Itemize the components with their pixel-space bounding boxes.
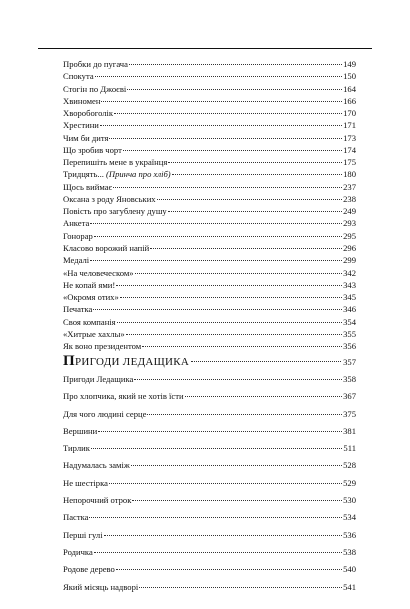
dot-leader — [93, 308, 342, 310]
toc-entry — [63, 544, 356, 561]
entry-title-text: Перші гулі — [63, 529, 103, 540]
entry-title-text: Вершини — [63, 425, 98, 436]
entry-page: 238 — [343, 193, 356, 204]
entry-title-text: «Окромя отих» — [63, 292, 119, 303]
entry-page: 528 — [343, 460, 356, 471]
toc-entry — [63, 475, 356, 492]
dot-leader — [168, 210, 342, 212]
entry-title — [63, 440, 90, 457]
entry-title-text: Непорочний отрок — [63, 495, 132, 506]
entry-page: 541 — [343, 581, 356, 592]
top-rule — [38, 48, 372, 49]
dot-leader — [191, 360, 341, 362]
dot-leader — [150, 247, 342, 249]
entry-page: 150 — [343, 71, 356, 82]
entry-page: 170 — [343, 108, 356, 119]
entry-title-text: Щось виймає — [63, 181, 113, 192]
entry-page: 237 — [343, 181, 356, 192]
toc-entry — [63, 181, 356, 193]
entry-page: 529 — [343, 477, 356, 488]
entry-page: 355 — [343, 328, 356, 339]
entry-page: 345 — [343, 292, 356, 303]
dot-leader — [116, 284, 342, 286]
entry-title-text: Печатка — [63, 304, 93, 315]
dot-leader — [116, 568, 342, 570]
entry-title-text: Не шестірка — [63, 477, 108, 488]
dot-leader — [157, 198, 343, 200]
section-title-initial: П — [63, 353, 75, 369]
entry-page: 173 — [343, 132, 356, 143]
entry-title-text: Стогін по Джоєві — [63, 83, 127, 94]
toc-entry — [63, 388, 356, 405]
entry-title — [63, 303, 92, 315]
entry-title — [63, 70, 94, 82]
dot-leader — [114, 112, 342, 114]
toc-entry — [63, 217, 356, 229]
entry-page: 343 — [343, 279, 356, 290]
dot-leader — [94, 551, 342, 553]
entry-page: 354 — [343, 316, 356, 327]
dot-leader — [131, 464, 342, 466]
entry-title — [63, 475, 108, 492]
entry-page: 375 — [343, 408, 356, 419]
entry-title — [63, 181, 112, 193]
dot-leader — [142, 345, 342, 347]
entry-title-text: Анкета — [63, 218, 90, 229]
entry-title — [63, 58, 128, 70]
dot-leader — [90, 222, 342, 224]
toc-entry — [63, 579, 356, 596]
entry-title — [63, 156, 167, 168]
entry-title — [63, 544, 93, 561]
entry-title — [63, 132, 108, 144]
toc-entry — [63, 457, 356, 474]
entry-title-text: Пригоди Ледащика — [63, 374, 134, 384]
entry-page: 367 — [343, 391, 356, 402]
dot-leader — [100, 124, 342, 126]
entry-title — [63, 328, 125, 340]
entry-title — [63, 107, 113, 119]
entry-title-text: Надумалась заміж — [63, 460, 130, 471]
dot-leader — [101, 100, 342, 102]
entry-title-text: Пастка — [63, 512, 89, 523]
entry-title — [63, 406, 146, 423]
toc-entry — [63, 316, 356, 328]
toc-entry — [63, 83, 356, 95]
entry-page: 175 — [343, 157, 356, 168]
toc-entry — [63, 371, 356, 388]
toc-entry — [63, 144, 356, 156]
entry-title — [63, 193, 156, 205]
dot-leader — [95, 75, 342, 77]
entry-title-text: Класово ворожий напій — [63, 242, 150, 253]
section-title — [63, 351, 189, 372]
entry-page: 171 — [343, 120, 356, 131]
entry-page: 174 — [343, 144, 356, 155]
entry-title — [63, 509, 88, 526]
toc-list — [63, 58, 356, 352]
entry-title — [63, 254, 89, 266]
entry-title-text: Гонорар — [63, 230, 93, 241]
toc-entry — [63, 279, 356, 291]
toc-entry — [63, 95, 356, 107]
entry-title — [63, 83, 126, 95]
dot-leader — [185, 395, 343, 397]
entry-title-text: «На человеческом» — [63, 267, 134, 278]
entry-page: 346 — [343, 304, 356, 315]
toc-entry — [63, 156, 356, 168]
toc-entry — [63, 107, 356, 119]
entry-title-text: Своя компанія — [63, 316, 116, 327]
toc-entry — [63, 119, 356, 131]
entry-title-text: Повість про загублену душу — [63, 206, 167, 217]
entry-title-text: Родичка — [63, 546, 93, 557]
entry-title — [63, 579, 138, 596]
entry-page: 166 — [343, 95, 356, 106]
toc-entry — [63, 132, 356, 144]
dot-leader — [147, 413, 342, 415]
dot-leader — [135, 272, 343, 274]
entry-title — [63, 371, 133, 388]
entry-title-text: Чим би дитя — [63, 132, 109, 143]
entry-title — [63, 242, 149, 254]
dot-leader — [104, 534, 343, 536]
entry-title-text: Тирлик — [63, 443, 90, 454]
entry-page: 342 — [343, 267, 356, 278]
section-page: 357 — [343, 357, 356, 367]
toc-entry — [63, 303, 356, 315]
entry-page: 356 — [343, 341, 356, 352]
entry-title — [63, 217, 89, 229]
entry-title — [63, 561, 115, 578]
toc-entry — [63, 406, 356, 423]
toc-entry — [63, 168, 356, 180]
entry-page: 540 — [343, 564, 356, 575]
dot-leader — [126, 333, 342, 335]
dot-leader — [129, 63, 342, 65]
entry-page: 293 — [343, 218, 356, 229]
entry-title-text: Що зробив чорт — [63, 144, 122, 155]
entry-title-text: Родове дерево — [63, 564, 115, 575]
entry-title — [63, 205, 167, 217]
dot-leader — [139, 586, 342, 588]
entry-page: 536 — [343, 529, 356, 540]
toc-entry — [63, 58, 356, 70]
toc-entry — [63, 440, 356, 457]
entry-title-text: Перепишіть мене в українця — [63, 157, 168, 168]
entry-title-text: Хворобоголік — [63, 108, 114, 119]
entry-title — [63, 423, 97, 440]
dot-leader — [123, 149, 342, 151]
entry-title — [63, 168, 171, 180]
dot-leader — [168, 161, 342, 163]
entry-title — [63, 388, 184, 405]
toc-entry — [63, 70, 356, 82]
entry-title-text: Оксана з роду Яновських — [63, 193, 156, 204]
entry-title-text: Для чого людині серце — [63, 408, 147, 419]
dot-leader — [98, 430, 342, 432]
toc-entry — [63, 242, 356, 254]
entry-title — [63, 457, 130, 474]
dot-leader — [120, 296, 342, 298]
section-title-rest: РИГОДИ ЛЕДАЩИКА — [74, 356, 190, 368]
entry-page: 511 — [343, 443, 356, 454]
toc-entry — [63, 423, 356, 440]
section-list — [63, 371, 356, 596]
entry-title — [63, 230, 93, 242]
entry-title-text: Як воно президентом — [63, 341, 142, 352]
entry-title-text: Медалі — [63, 255, 90, 266]
dot-leader — [94, 235, 342, 237]
dot-leader — [91, 447, 343, 449]
entry-title — [63, 267, 134, 279]
entry-page: 538 — [343, 546, 356, 557]
toc-entry — [63, 254, 356, 266]
dot-leader — [132, 499, 342, 501]
toc-entry — [63, 492, 356, 509]
entry-title-text: Тридцять... — [63, 169, 107, 180]
entry-title — [63, 279, 115, 291]
entry-title — [63, 316, 116, 328]
entry-title-text: «Хитрые хахлы» — [63, 328, 125, 339]
entry-title-text: Хвиномен — [63, 95, 101, 106]
entry-page: 530 — [343, 495, 356, 506]
entry-page: 358 — [343, 374, 356, 384]
entry-page: 299 — [343, 255, 356, 266]
entry-title-text: Про хлопчика, який не хотів їсти — [63, 391, 184, 402]
section-heading — [63, 351, 356, 371]
dot-leader — [117, 321, 342, 323]
toc-section — [63, 351, 356, 596]
entry-page: 295 — [343, 230, 356, 241]
dot-leader — [113, 186, 342, 188]
dot-leader — [90, 259, 342, 261]
entry-page: 164 — [343, 83, 356, 94]
entry-title — [63, 95, 100, 107]
entry-title-text: Спокута — [63, 71, 94, 82]
entry-title — [63, 144, 122, 156]
entry-title-text: Пробки до пугача — [63, 59, 128, 69]
entry-title-text: Не копай ями! — [63, 279, 116, 290]
entry-title — [63, 119, 99, 131]
entry-title — [63, 492, 131, 509]
dot-leader — [109, 482, 342, 484]
entry-page: 249 — [343, 206, 356, 217]
dot-leader — [127, 88, 342, 90]
entry-page: 381 — [343, 425, 356, 436]
toc-entry — [63, 267, 356, 279]
entry-page: 149 — [343, 59, 356, 69]
dot-leader — [134, 378, 342, 380]
entry-page: 534 — [343, 512, 356, 523]
toc-entry — [63, 291, 356, 303]
toc-entry — [63, 205, 356, 217]
entry-title-text: Який місяць надворі — [63, 581, 139, 592]
toc-entry — [63, 193, 356, 205]
dot-leader — [89, 516, 342, 518]
toc-entry — [63, 509, 356, 526]
dot-leader — [172, 173, 342, 175]
entry-page: 296 — [343, 242, 356, 253]
entry-title — [63, 291, 119, 303]
entry-title — [63, 527, 103, 544]
dot-leader — [109, 137, 342, 139]
entry-page: 180 — [343, 169, 356, 180]
toc-entry — [63, 527, 356, 544]
entry-title-text: Хрестини — [63, 120, 99, 131]
toc-entry — [63, 230, 356, 242]
entry-title-italic: (Принча про хліб) — [106, 169, 171, 180]
toc-entry — [63, 561, 356, 578]
toc-entry — [63, 328, 356, 340]
